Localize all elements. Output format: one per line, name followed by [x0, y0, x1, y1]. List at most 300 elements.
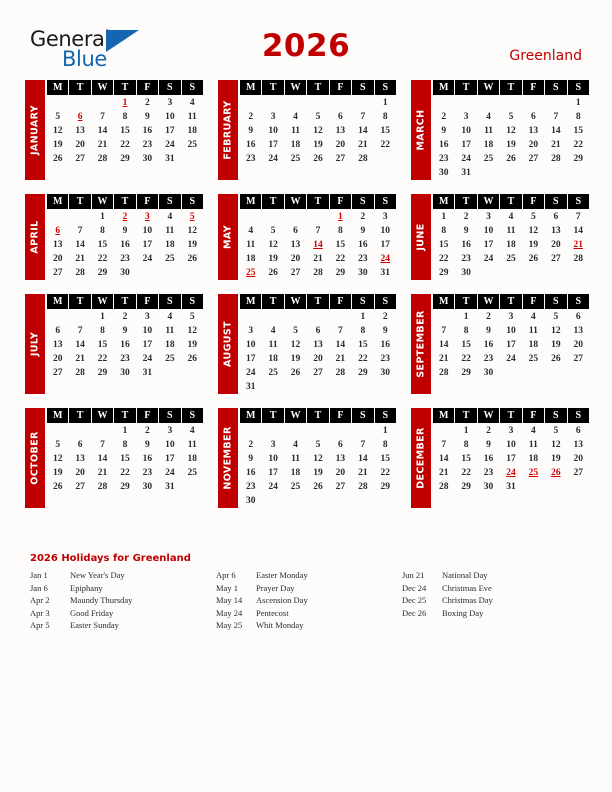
day-cell[interactable]: 9	[441, 126, 447, 136]
day-cell[interactable]: 8	[441, 226, 447, 236]
day-cell[interactable]: 5	[55, 440, 61, 450]
day-cell-holiday[interactable]: 21	[573, 240, 583, 250]
day-cell[interactable]: 28	[75, 268, 85, 278]
day-cell[interactable]: 3	[167, 98, 173, 108]
day-cell[interactable]: 14	[438, 340, 449, 350]
day-cell[interactable]: 2	[360, 212, 366, 222]
day-cell[interactable]: 29	[97, 368, 108, 378]
day-cell[interactable]: 31	[380, 268, 390, 278]
day-cell[interactable]: 19	[551, 340, 561, 350]
day-cell[interactable]: 15	[335, 240, 346, 250]
day-cell[interactable]: 26	[313, 482, 323, 492]
day-cell[interactable]: 4	[293, 112, 298, 122]
day-cell[interactable]: 12	[528, 226, 539, 236]
day-cell-holiday[interactable]: 1	[122, 98, 128, 108]
day-cell[interactable]: 17	[483, 240, 494, 250]
day-cell[interactable]: 24	[142, 354, 153, 364]
day-cell[interactable]: 29	[438, 268, 449, 278]
day-cell[interactable]: 30	[142, 154, 153, 164]
day-cell[interactable]: 15	[120, 126, 130, 136]
day-cell[interactable]: 10	[483, 226, 494, 236]
day-cell[interactable]: 14	[75, 240, 85, 250]
day-cell[interactable]: 26	[52, 482, 63, 492]
day-cell[interactable]: 1	[463, 426, 469, 436]
day-cell[interactable]: 8	[382, 112, 388, 122]
day-cell[interactable]: 17	[461, 140, 471, 150]
day-cell[interactable]: 24	[461, 154, 471, 164]
day-cell[interactable]: 15	[380, 126, 390, 136]
day-cell[interactable]: 25	[268, 368, 278, 378]
day-cell[interactable]: 22	[461, 354, 471, 364]
day-cell[interactable]: 9	[122, 226, 128, 236]
day-cell[interactable]: 7	[77, 226, 83, 236]
day-cell[interactable]: 22	[461, 468, 471, 478]
day-cell[interactable]: 15	[438, 240, 449, 250]
day-cell[interactable]: 4	[167, 312, 173, 322]
day-cell[interactable]: 7	[360, 440, 366, 450]
day-cell[interactable]: 4	[293, 440, 298, 450]
day-cell[interactable]: 16	[358, 240, 368, 250]
day-cell-holiday[interactable]: 6	[77, 112, 83, 122]
day-cell[interactable]: 14	[97, 454, 108, 464]
day-cell[interactable]: 3	[508, 426, 514, 436]
day-cell[interactable]: 25	[528, 354, 539, 364]
day-cell[interactable]: 26	[187, 354, 197, 364]
day-cell[interactable]: 6	[553, 212, 559, 222]
day-cell[interactable]: 6	[315, 326, 321, 336]
day-cell[interactable]: 1	[100, 212, 105, 222]
day-cell[interactable]: 17	[380, 240, 390, 250]
day-cell[interactable]: 14	[573, 226, 583, 236]
day-cell[interactable]: 7	[575, 212, 581, 222]
day-cell[interactable]: 15	[461, 454, 471, 464]
day-cell[interactable]: 28	[97, 482, 108, 492]
day-cell[interactable]: 5	[531, 212, 536, 222]
day-cell[interactable]: 17	[245, 354, 256, 364]
day-cell[interactable]: 2	[382, 312, 388, 322]
day-cell[interactable]: 30	[142, 482, 153, 492]
day-cell[interactable]: 7	[360, 112, 366, 122]
day-cell[interactable]: 21	[358, 140, 368, 150]
day-cell[interactable]: 2	[441, 112, 447, 122]
day-cell[interactable]: 16	[483, 340, 494, 350]
day-cell[interactable]: 1	[100, 312, 105, 322]
day-cell[interactable]: 13	[573, 326, 583, 336]
day-cell[interactable]: 12	[313, 126, 323, 136]
day-cell[interactable]: 15	[97, 340, 108, 350]
day-cell[interactable]: 18	[165, 240, 175, 250]
day-cell[interactable]: 19	[187, 340, 197, 350]
day-cell[interactable]: 16	[142, 454, 153, 464]
day-cell[interactable]: 13	[528, 126, 539, 136]
day-cell-holiday[interactable]: 14	[313, 240, 323, 250]
day-cell[interactable]: 19	[313, 468, 323, 478]
day-cell[interactable]: 15	[380, 454, 390, 464]
day-cell[interactable]: 21	[358, 468, 368, 478]
day-cell[interactable]: 23	[483, 468, 494, 478]
day-cell[interactable]: 1	[382, 426, 388, 436]
day-cell[interactable]: 6	[531, 112, 536, 122]
day-cell[interactable]: 19	[506, 140, 516, 150]
day-cell[interactable]: 9	[122, 326, 128, 336]
day-cell[interactable]: 9	[360, 226, 366, 236]
day-cell[interactable]: 2	[463, 212, 469, 222]
day-cell[interactable]: 23	[120, 254, 130, 264]
day-cell[interactable]: 23	[461, 254, 471, 264]
day-cell[interactable]: 2	[248, 440, 254, 450]
day-cell[interactable]: 30	[120, 268, 130, 278]
day-cell[interactable]: 18	[165, 340, 175, 350]
day-cell[interactable]: 5	[270, 226, 276, 236]
day-cell[interactable]: 11	[506, 226, 516, 236]
day-cell[interactable]: 12	[551, 326, 561, 336]
day-cell[interactable]: 21	[438, 468, 449, 478]
day-cell[interactable]: 18	[187, 454, 197, 464]
day-cell[interactable]: 31	[165, 154, 175, 164]
day-cell[interactable]: 26	[187, 254, 197, 264]
day-cell[interactable]: 10	[268, 126, 278, 136]
day-cell[interactable]: 6	[293, 226, 298, 236]
day-cell[interactable]: 2	[122, 312, 128, 322]
day-cell[interactable]: 7	[553, 112, 559, 122]
day-cell[interactable]: 11	[484, 126, 494, 136]
day-cell[interactable]: 8	[338, 226, 343, 236]
day-cell[interactable]: 10	[506, 326, 516, 336]
day-cell[interactable]: 13	[290, 240, 301, 250]
day-cell[interactable]: 22	[120, 140, 130, 150]
day-cell[interactable]: 14	[97, 126, 108, 136]
day-cell[interactable]: 27	[573, 468, 583, 478]
day-cell[interactable]: 29	[461, 368, 471, 378]
day-cell[interactable]: 1	[382, 98, 388, 108]
day-cell[interactable]: 28	[358, 154, 368, 164]
day-cell[interactable]: 31	[461, 168, 471, 178]
day-cell[interactable]: 8	[575, 112, 581, 122]
day-cell[interactable]: 26	[506, 154, 516, 164]
day-cell[interactable]: 27	[573, 354, 583, 364]
day-cell[interactable]: 15	[573, 126, 583, 136]
day-cell[interactable]: 18	[528, 340, 539, 350]
day-cell[interactable]: 24	[483, 254, 494, 264]
day-cell[interactable]: 7	[77, 326, 83, 336]
day-cell[interactable]: 3	[248, 326, 254, 336]
day-cell[interactable]: 3	[508, 312, 514, 322]
day-cell[interactable]: 23	[245, 154, 256, 164]
day-cell[interactable]: 5	[553, 426, 559, 436]
day-cell[interactable]: 30	[461, 268, 471, 278]
day-cell[interactable]: 8	[463, 440, 469, 450]
day-cell[interactable]: 21	[97, 140, 108, 150]
day-cell[interactable]: 20	[290, 254, 301, 264]
day-cell[interactable]: 15	[461, 340, 471, 350]
day-cell[interactable]: 18	[268, 354, 278, 364]
day-cell[interactable]: 6	[338, 112, 343, 122]
day-cell[interactable]: 4	[189, 426, 195, 436]
day-cell[interactable]: 27	[75, 482, 85, 492]
day-cell-holiday[interactable]: 25	[528, 468, 539, 478]
day-cell[interactable]: 29	[573, 154, 583, 164]
day-cell[interactable]: 7	[315, 226, 321, 236]
day-cell[interactable]: 22	[97, 254, 108, 264]
day-cell[interactable]: 19	[52, 140, 63, 150]
day-cell[interactable]: 20	[528, 140, 539, 150]
day-cell[interactable]: 24	[506, 354, 516, 364]
day-cell[interactable]: 22	[97, 354, 108, 364]
day-cell[interactable]: 27	[290, 268, 301, 278]
day-cell[interactable]: 12	[551, 440, 561, 450]
day-cell[interactable]: 21	[551, 140, 561, 150]
day-cell[interactable]: 16	[120, 340, 130, 350]
day-cell[interactable]: 21	[335, 354, 346, 364]
day-cell[interactable]: 29	[358, 368, 368, 378]
day-cell[interactable]: 19	[52, 468, 63, 478]
day-cell[interactable]: 16	[438, 140, 449, 150]
day-cell[interactable]: 15	[358, 340, 368, 350]
day-cell[interactable]: 13	[573, 440, 583, 450]
day-cell[interactable]: 30	[245, 496, 256, 506]
day-cell[interactable]: 27	[335, 482, 346, 492]
day-cell[interactable]: 4	[167, 212, 173, 222]
day-cell[interactable]: 18	[528, 454, 539, 464]
day-cell[interactable]: 26	[313, 154, 323, 164]
day-cell[interactable]: 27	[52, 368, 63, 378]
day-cell[interactable]: 25	[506, 254, 516, 264]
day-cell[interactable]: 4	[531, 312, 536, 322]
day-cell[interactable]: 7	[100, 112, 105, 122]
day-cell[interactable]: 15	[120, 454, 130, 464]
day-cell[interactable]: 10	[142, 226, 153, 236]
day-cell[interactable]: 2	[145, 98, 150, 108]
day-cell[interactable]: 13	[551, 226, 561, 236]
day-cell[interactable]: 22	[380, 468, 390, 478]
day-cell[interactable]: 16	[245, 468, 256, 478]
day-cell[interactable]: 13	[335, 454, 346, 464]
day-cell[interactable]: 9	[248, 126, 254, 136]
day-cell[interactable]: 19	[551, 454, 561, 464]
day-cell[interactable]: 31	[142, 368, 153, 378]
day-cell[interactable]: 10	[268, 454, 278, 464]
day-cell[interactable]: 18	[506, 240, 516, 250]
day-cell[interactable]: 13	[75, 126, 85, 136]
day-cell[interactable]: 9	[145, 440, 150, 450]
day-cell[interactable]: 11	[291, 454, 301, 464]
day-cell[interactable]: 12	[313, 454, 323, 464]
day-cell[interactable]: 30	[380, 368, 390, 378]
day-cell[interactable]: 12	[187, 326, 197, 336]
day-cell[interactable]: 23	[245, 482, 256, 492]
day-cell-holiday[interactable]: 25	[245, 268, 256, 278]
day-cell[interactable]: 18	[187, 126, 197, 136]
day-cell[interactable]: 6	[575, 312, 581, 322]
day-cell[interactable]: 20	[335, 140, 346, 150]
day-cell[interactable]: 16	[483, 454, 494, 464]
day-cell[interactable]: 29	[120, 482, 130, 492]
day-cell[interactable]: 20	[573, 454, 583, 464]
day-cell[interactable]: 23	[358, 254, 368, 264]
day-cell[interactable]: 28	[335, 368, 346, 378]
day-cell[interactable]: 7	[100, 440, 105, 450]
day-cell[interactable]: 5	[508, 112, 514, 122]
day-cell[interactable]: 9	[463, 226, 469, 236]
day-cell[interactable]: 4	[248, 226, 254, 236]
day-cell[interactable]: 14	[75, 340, 85, 350]
day-cell[interactable]: 25	[290, 154, 301, 164]
day-cell[interactable]: 22	[573, 140, 583, 150]
day-cell[interactable]: 22	[335, 254, 346, 264]
day-cell[interactable]: 28	[75, 368, 85, 378]
day-cell[interactable]: 9	[248, 454, 254, 464]
day-cell[interactable]: 5	[55, 112, 61, 122]
day-cell[interactable]: 13	[52, 240, 63, 250]
day-cell[interactable]: 25	[187, 140, 197, 150]
day-cell[interactable]: 11	[165, 326, 175, 336]
day-cell[interactable]: 23	[380, 354, 390, 364]
day-cell[interactable]: 12	[52, 454, 63, 464]
day-cell[interactable]: 22	[380, 140, 390, 150]
day-cell[interactable]: 17	[268, 140, 278, 150]
day-cell[interactable]: 31	[245, 382, 256, 392]
day-cell[interactable]: 3	[486, 212, 491, 222]
day-cell[interactable]: 16	[380, 340, 390, 350]
day-cell-holiday[interactable]: 24	[506, 468, 516, 478]
day-cell[interactable]: 8	[100, 226, 105, 236]
day-cell[interactable]: 11	[268, 340, 278, 350]
day-cell[interactable]: 11	[528, 440, 538, 450]
day-cell[interactable]: 28	[438, 482, 449, 492]
day-cell[interactable]: 11	[291, 126, 301, 136]
day-cell[interactable]: 13	[313, 340, 323, 350]
day-cell[interactable]: 17	[268, 468, 278, 478]
day-cell[interactable]: 4	[486, 112, 491, 122]
day-cell[interactable]: 25	[483, 154, 494, 164]
day-cell-holiday[interactable]: 1	[338, 212, 343, 222]
day-cell[interactable]: 17	[142, 240, 153, 250]
day-cell[interactable]: 12	[290, 340, 301, 350]
day-cell[interactable]: 3	[167, 426, 173, 436]
day-cell[interactable]: 23	[438, 154, 449, 164]
day-cell[interactable]: 25	[165, 254, 175, 264]
day-cell[interactable]: 1	[463, 312, 469, 322]
day-cell[interactable]: 5	[315, 112, 321, 122]
day-cell[interactable]: 21	[75, 254, 85, 264]
day-cell[interactable]: 24	[165, 140, 175, 150]
day-cell[interactable]: 30	[120, 368, 130, 378]
day-cell[interactable]: 26	[290, 368, 301, 378]
day-cell[interactable]: 22	[358, 354, 368, 364]
day-cell[interactable]: 6	[55, 326, 61, 336]
day-cell[interactable]: 17	[142, 340, 153, 350]
day-cell[interactable]: 20	[75, 140, 85, 150]
day-cell[interactable]: 3	[270, 112, 276, 122]
day-cell[interactable]: 22	[120, 468, 130, 478]
day-cell[interactable]: 4	[189, 98, 195, 108]
day-cell[interactable]: 30	[483, 482, 494, 492]
day-cell[interactable]: 17	[506, 454, 516, 464]
day-cell[interactable]: 23	[483, 354, 494, 364]
day-cell[interactable]: 14	[438, 454, 449, 464]
day-cell[interactable]: 29	[461, 482, 471, 492]
day-cell[interactable]: 27	[313, 368, 323, 378]
day-cell[interactable]: 9	[486, 326, 491, 336]
day-cell[interactable]: 9	[486, 440, 491, 450]
day-cell[interactable]: 28	[358, 482, 368, 492]
day-cell[interactable]: 1	[441, 212, 447, 222]
day-cell[interactable]: 11	[187, 440, 197, 450]
day-cell[interactable]: 9	[145, 112, 150, 122]
day-cell[interactable]: 21	[313, 254, 323, 264]
day-cell[interactable]: 23	[120, 354, 130, 364]
day-cell[interactable]: 28	[438, 368, 449, 378]
day-cell[interactable]: 1	[360, 312, 366, 322]
day-cell[interactable]: 8	[122, 112, 128, 122]
day-cell[interactable]: 29	[380, 482, 390, 492]
day-cell[interactable]: 25	[187, 468, 197, 478]
day-cell[interactable]: 24	[268, 482, 278, 492]
day-cell[interactable]: 14	[358, 454, 368, 464]
day-cell[interactable]: 5	[315, 440, 321, 450]
day-cell[interactable]: 25	[165, 354, 175, 364]
day-cell[interactable]: 16	[120, 240, 130, 250]
day-cell[interactable]: 7	[441, 326, 447, 336]
day-cell[interactable]: 12	[187, 226, 197, 236]
day-cell[interactable]: 23	[142, 468, 153, 478]
day-cell[interactable]: 7	[441, 440, 447, 450]
day-cell[interactable]: 30	[438, 168, 449, 178]
day-cell[interactable]: 3	[382, 212, 388, 222]
day-cell[interactable]: 24	[165, 468, 175, 478]
day-cell[interactable]: 6	[338, 440, 343, 450]
day-cell[interactable]: 26	[551, 354, 561, 364]
day-cell[interactable]: 17	[506, 340, 516, 350]
day-cell[interactable]: 27	[335, 154, 346, 164]
day-cell[interactable]: 20	[313, 354, 323, 364]
day-cell[interactable]: 28	[551, 154, 561, 164]
day-cell[interactable]: 10	[142, 326, 153, 336]
day-cell[interactable]: 8	[463, 326, 469, 336]
day-cell[interactable]: 16	[245, 140, 256, 150]
day-cell[interactable]: 23	[142, 140, 153, 150]
day-cell[interactable]: 19	[187, 240, 197, 250]
day-cell[interactable]: 21	[97, 468, 108, 478]
day-cell[interactable]: 14	[358, 126, 368, 136]
day-cell[interactable]: 16	[461, 240, 471, 250]
day-cell[interactable]: 12	[268, 240, 278, 250]
day-cell[interactable]: 18	[290, 140, 301, 150]
day-cell[interactable]: 26	[528, 254, 539, 264]
day-cell[interactable]: 8	[122, 440, 128, 450]
day-cell[interactable]: 19	[313, 140, 323, 150]
day-cell[interactable]: 19	[528, 240, 539, 250]
day-cell[interactable]: 5	[293, 326, 298, 336]
day-cell[interactable]: 29	[97, 268, 108, 278]
day-cell[interactable]: 20	[75, 468, 85, 478]
day-cell[interactable]: 15	[97, 240, 108, 250]
day-cell[interactable]: 20	[335, 468, 346, 478]
day-cell[interactable]: 16	[142, 126, 153, 136]
day-cell[interactable]: 19	[290, 354, 301, 364]
day-cell[interactable]: 20	[52, 354, 63, 364]
day-cell[interactable]: 2	[145, 426, 150, 436]
day-cell[interactable]: 4	[531, 426, 536, 436]
day-cell[interactable]: 20	[52, 254, 63, 264]
day-cell[interactable]: 6	[77, 440, 83, 450]
day-cell[interactable]: 21	[75, 354, 85, 364]
day-cell[interactable]: 1	[575, 98, 581, 108]
day-cell[interactable]: 24	[268, 154, 278, 164]
day-cell[interactable]: 24	[142, 254, 153, 264]
day-cell[interactable]: 11	[246, 240, 256, 250]
day-cell[interactable]: 3	[463, 112, 469, 122]
